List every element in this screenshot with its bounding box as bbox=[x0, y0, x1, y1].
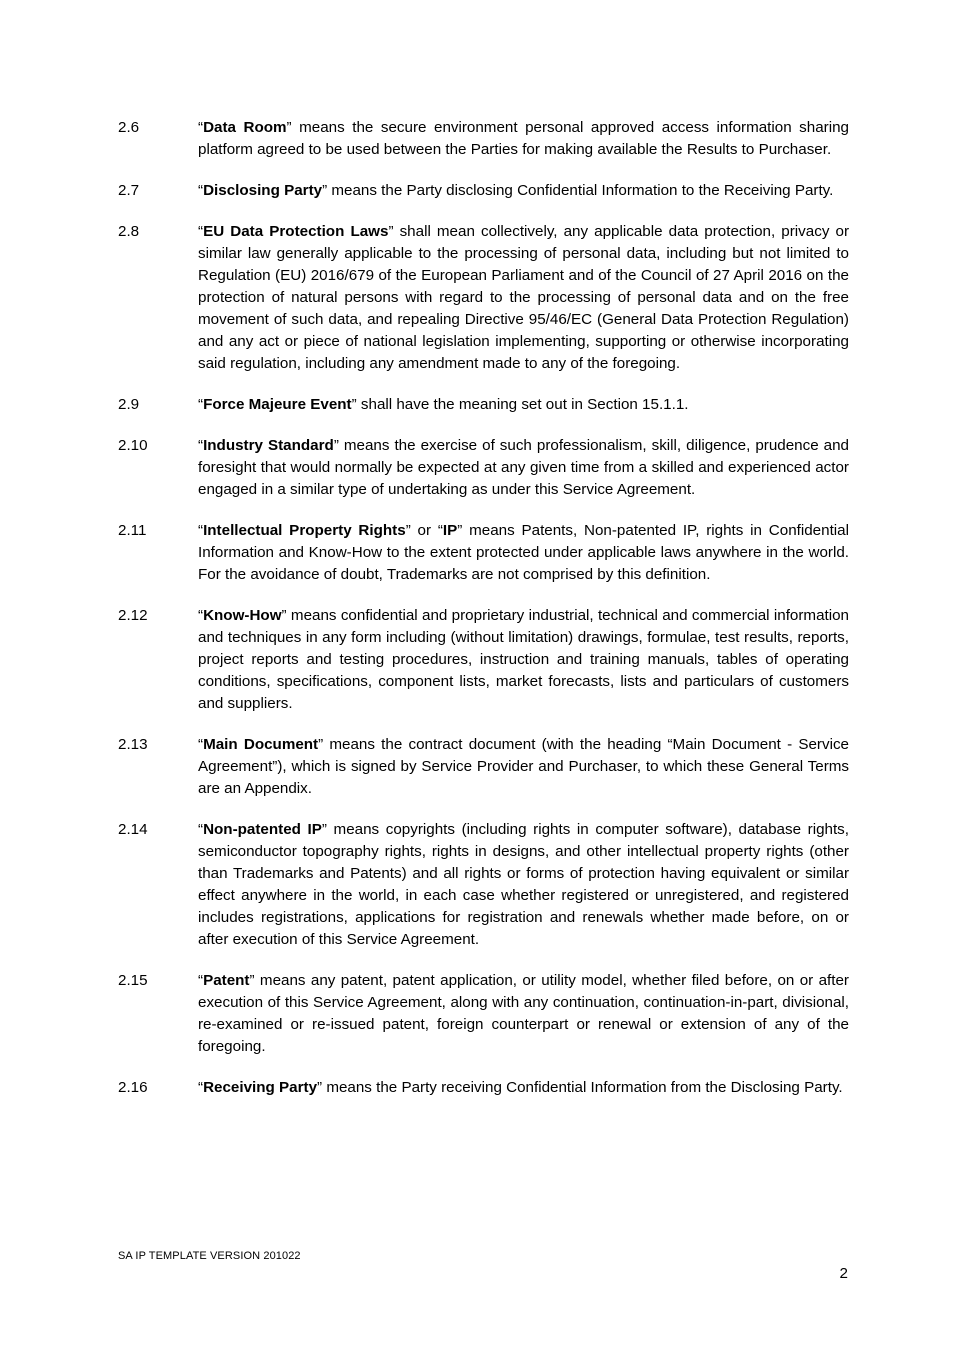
clause-number: 2.10 bbox=[118, 437, 148, 454]
definition-body: means any patent, patent application, or utility model, whether filed before, on or after execution of this Service Agreement, along with any continuation, continuation-in-part, divisional, re-examined or re-issued patent, foreign counterpart or renewal or extension of any of the foregoing. bbox=[198, 972, 849, 1055]
definition-body: means the contract document (with the heading “Main Document - Service Agreement”), which is signed by Service Provider and Purchaser, to which these General Terms are an Appendix. bbox=[198, 736, 849, 797]
clause-number: 2.9 bbox=[118, 396, 140, 413]
clause-number: 2.16 bbox=[118, 1079, 148, 1096]
close-quote: ” bbox=[317, 1079, 323, 1096]
definition-body: means the exercise of such professionalism, skill, diligence, prudence and foresight that would normally be expected at any given time from a skilled and experienced actor engaged in a similar type of undertaking as under this Service Agreement. bbox=[198, 437, 849, 498]
close-quote: ” bbox=[281, 607, 287, 624]
close-quote: ” bbox=[286, 119, 292, 136]
clause-2-7 bbox=[118, 180, 849, 202]
open-quote: “ bbox=[198, 522, 204, 539]
clause-number: 2.15 bbox=[118, 972, 148, 989]
close-quote: ” bbox=[249, 972, 255, 989]
defined-term: EU Data Protection Laws bbox=[203, 223, 389, 240]
close-quote: ” bbox=[457, 522, 463, 539]
clause-number: 2.11 bbox=[118, 522, 147, 539]
defined-term: Receiving Party bbox=[203, 1079, 318, 1096]
defined-term: Main Document bbox=[203, 736, 319, 753]
clause-text bbox=[198, 435, 849, 501]
clause-text bbox=[198, 970, 849, 1058]
clause-2-10 bbox=[118, 435, 849, 501]
open-quote: “ bbox=[198, 607, 204, 624]
open-quote: “ bbox=[198, 437, 204, 454]
open-quote: “ bbox=[198, 119, 204, 136]
definitions-list bbox=[118, 117, 849, 1118]
defined-term: Disclosing Party bbox=[203, 182, 323, 199]
connector-text: or “ bbox=[410, 522, 443, 539]
clause-text bbox=[198, 819, 849, 951]
clause-text bbox=[198, 394, 849, 416]
open-quote: “ bbox=[198, 1079, 204, 1096]
definition-body: means confidential and proprietary industrial, technical and commercial information and techniques in any form including (without limitation) drawings, formulae, test results, reports, project reports and testing procedures, instruction and training manuals, tables of operating conditions, specifications, component lists, market forecasts, lists and particulars of customers and suppliers. bbox=[198, 607, 849, 712]
defined-term: Know-How bbox=[203, 607, 282, 624]
clause-text bbox=[198, 520, 849, 586]
clause-2-8 bbox=[118, 221, 849, 375]
open-quote: “ bbox=[198, 821, 204, 838]
clause-text bbox=[198, 180, 849, 202]
close-quote: ” bbox=[318, 736, 324, 753]
footer-template-version: SA IP TEMPLATE VERSION 201022 bbox=[118, 1250, 301, 1262]
clause-number: 2.6 bbox=[118, 119, 140, 136]
definition-body: shall mean collectively, any applicable data protection, privacy or similar law generally applicable to the processing of personal data, including but not limited to Regulation (EU) 2016/679 of the European Parliament and of the Council of 27 April 2016 on the protection of natural persons with regard to the processing of personal data and on the free movement of such data, and repealing Directive 95/46/EC (General Data Protection Regulation) and any act or piece of national legislation implementing, supporting or otherwise incorporating said regulation, including any amendment made to any of the foregoing. bbox=[198, 223, 849, 372]
close-quote: ” bbox=[388, 223, 394, 240]
clause-2-9 bbox=[118, 394, 849, 416]
defined-term: Industry Standard bbox=[203, 437, 334, 454]
defined-term: Non-patented IP bbox=[203, 821, 322, 838]
clause-number: 2.8 bbox=[118, 223, 140, 240]
open-quote: “ bbox=[198, 182, 204, 199]
defined-term-abbreviation: IP bbox=[442, 522, 458, 539]
definition-body: means copyrights (including rights in computer software), database rights, semiconductor topography rights, rights in designs, and other intellectual property rights (other than Trademarks and Patents) and all rights or forms of protection having equivalent or similar effect anywhere in the world, in each case whether registered or unregistered, and registered includes registrations, applications for registration and renewals whether made before, on or after execution of this Service Agreement. bbox=[198, 821, 849, 948]
open-quote: “ bbox=[198, 223, 204, 240]
clause-number: 2.13 bbox=[118, 736, 148, 753]
open-quote: “ bbox=[198, 736, 204, 753]
clause-text bbox=[198, 605, 849, 715]
close-quote: ” bbox=[333, 437, 339, 454]
clause-text bbox=[198, 117, 849, 161]
defined-term: Force Majeure Event bbox=[203, 396, 352, 413]
close-quote: ” bbox=[322, 182, 328, 199]
defined-term: Patent bbox=[203, 972, 250, 989]
close-quote: ” bbox=[405, 522, 411, 539]
defined-term: Intellectual Property Rights bbox=[203, 522, 406, 539]
clause-number: 2.12 bbox=[118, 607, 148, 624]
clause-number: 2.14 bbox=[118, 821, 148, 838]
clause-2-12 bbox=[118, 605, 849, 715]
close-quote: ” bbox=[321, 821, 327, 838]
definition-body: means the Party disclosing Confidential Information to the Receiving Party. bbox=[327, 182, 834, 199]
definition-body: means the Party receiving Confidential Information from the Disclosing Party. bbox=[322, 1079, 843, 1096]
definition-body: means Patents, Non-patented IP, rights in Confidential Information and Know-How to the extent protected under applicable laws anywhere in the world. For the avoidance of doubt, Trademarks are not comprised by this definition. bbox=[198, 522, 849, 583]
clause-2-6 bbox=[118, 117, 849, 161]
close-quote: ” bbox=[351, 396, 357, 413]
page-number: 2 bbox=[839, 1265, 848, 1282]
definition-body: shall have the meaning set out in Section 15.1.1. bbox=[356, 396, 689, 413]
clause-text bbox=[198, 734, 849, 800]
defined-term: Data Room bbox=[203, 119, 287, 136]
clause-2-13 bbox=[118, 734, 849, 800]
clause-2-14 bbox=[118, 819, 849, 951]
clause-text bbox=[198, 1077, 849, 1099]
definition-body: means the secure environment personal approved access information sharing platform agreed to be used between the Parties for making available the Results to Purchaser. bbox=[198, 119, 849, 158]
open-quote: “ bbox=[198, 972, 204, 989]
clause-text bbox=[198, 221, 849, 375]
clause-2-15 bbox=[118, 970, 849, 1058]
clause-2-11 bbox=[118, 520, 849, 586]
open-quote: “ bbox=[198, 396, 204, 413]
clause-2-16 bbox=[118, 1077, 849, 1099]
clause-number: 2.7 bbox=[118, 182, 140, 199]
